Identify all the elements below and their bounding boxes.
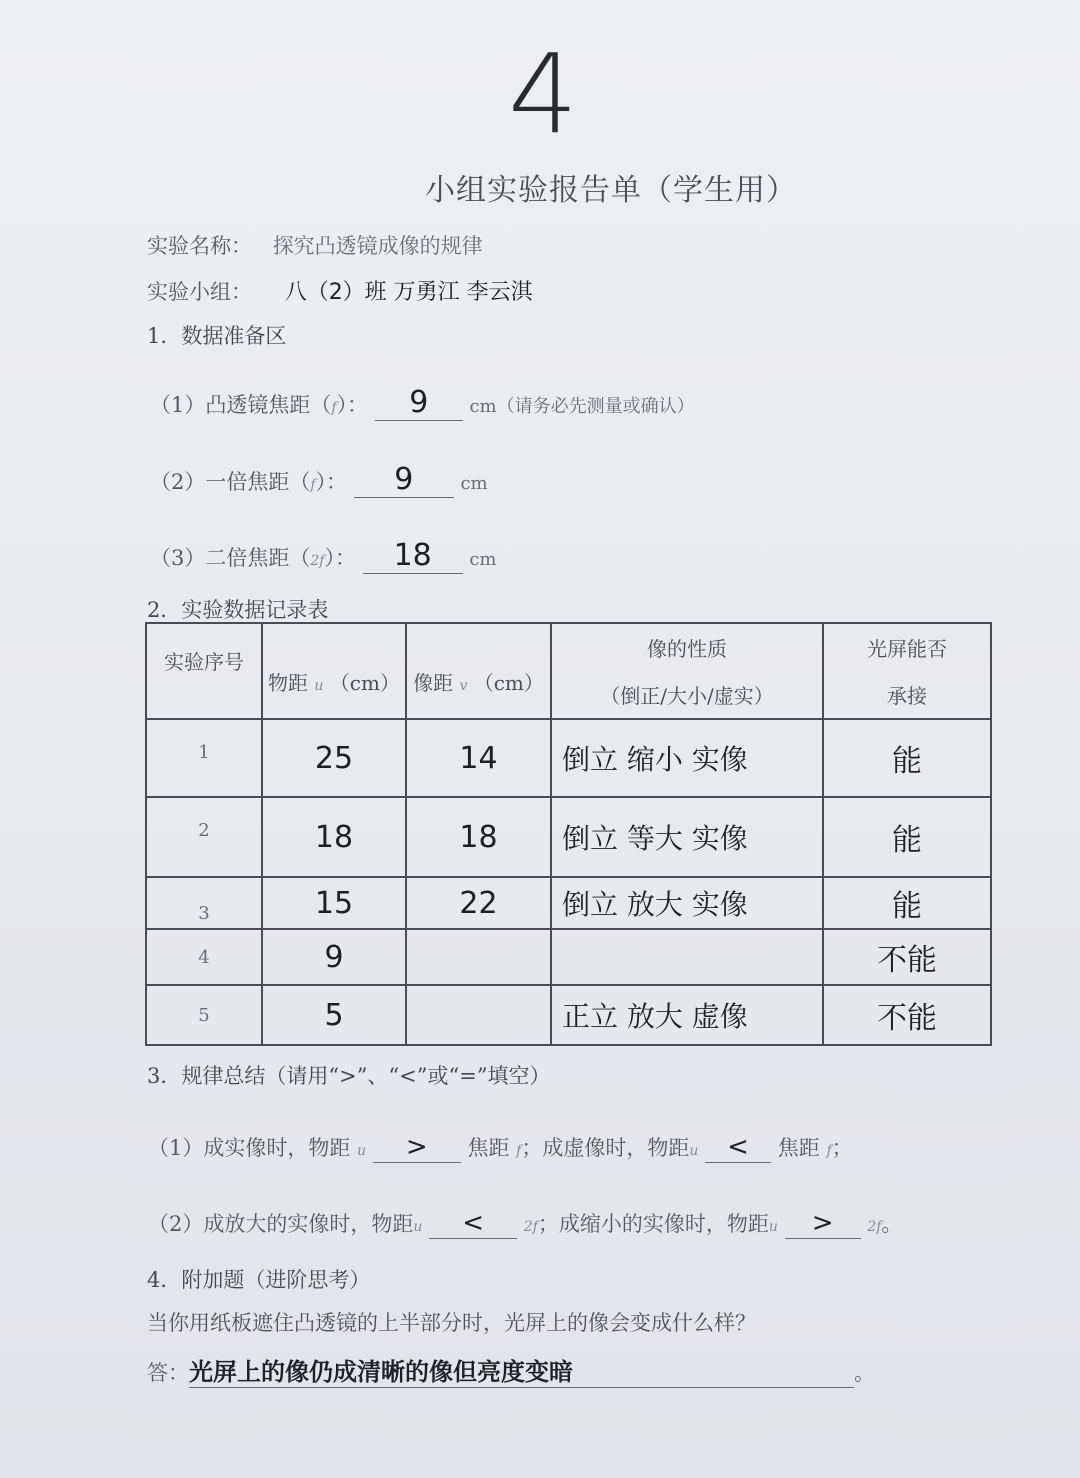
row-object-distance: 9 [262, 929, 406, 985]
focal-length-value: 9 [409, 385, 429, 420]
row-screen: 不能 [823, 929, 991, 985]
two-focal-row [150, 538, 497, 574]
row-index: 3 [146, 877, 262, 929]
rule1-text-b: 焦距 [467, 1136, 510, 1160]
focal-length-label: （1）凸透镜焦距（ [150, 393, 332, 417]
table-row [146, 929, 991, 985]
rule1-text-c: ；成虚像时，物距 [521, 1136, 690, 1160]
rule2-text-e: 。 [881, 1212, 903, 1236]
row-image-distance: 18 [406, 797, 551, 877]
rule1-text-a: （1）成实像时，物距 [148, 1136, 351, 1160]
row-index: 2 [146, 797, 262, 877]
header-screen-label: 光屏能否 [867, 637, 947, 661]
rule1-text-d: 焦距 [777, 1136, 820, 1160]
row-image-distance [406, 929, 551, 985]
rule2-blank-c [785, 1208, 861, 1239]
group-number: 4 [508, 30, 578, 158]
row-object-distance: 18 [262, 797, 406, 877]
experiment-name: 探究凸透镜成像的规律 [272, 234, 483, 258]
rule2-var-a: u [413, 1219, 423, 1235]
section1-heading: 1．数据准备区 [147, 324, 287, 348]
header-object-unit: （cm） [329, 670, 400, 695]
header-object-var: u [314, 677, 324, 694]
one-focal-label-end: ）： [315, 470, 348, 494]
rule2-text-c: ；成缩小的实像时，物距 [537, 1212, 769, 1236]
row-index: 5 [146, 985, 262, 1045]
row-image-nature: 倒立 缩小 实像 [551, 719, 823, 797]
focal-length-row [150, 385, 695, 421]
row-image-distance: 14 [406, 719, 551, 797]
two-focal-label: （3）二倍焦距（ [150, 546, 311, 570]
two-focal-unit: cm [469, 549, 497, 570]
row-object-distance: 15 [262, 877, 406, 929]
two-focal-label-end: ）： [324, 546, 356, 570]
rule1-value-c: < [727, 1132, 749, 1162]
page-title: 小组实验报告单（学生用） [425, 173, 797, 208]
rule1-blank-a [373, 1132, 461, 1163]
rule2-var-c: u [768, 1219, 778, 1235]
table-row [146, 985, 991, 1045]
two-focal-blank [363, 538, 463, 574]
row-image-distance [406, 985, 551, 1045]
row-screen: 能 [823, 797, 991, 877]
row-image-nature: 正立 放大 虚像 [551, 985, 823, 1045]
header-nature [551, 623, 823, 719]
header-object-label: 物距 [268, 670, 309, 695]
row-object-distance: 25 [262, 719, 406, 797]
two-focal-var: 2f [310, 553, 325, 569]
one-focal-row [150, 462, 488, 498]
one-focal-value: 9 [394, 462, 414, 497]
answer-label: 答： [147, 1361, 189, 1385]
focal-length-unit: cm（请务必先测量或确认） [469, 396, 695, 417]
row-screen: 能 [823, 719, 991, 797]
header-image-distance [406, 623, 551, 719]
rule1-value-a: > [405, 1132, 428, 1162]
one-focal-unit: cm [460, 473, 488, 494]
header-screen-sub: 承接 [887, 684, 927, 708]
rule1-var-d: f [826, 1143, 832, 1159]
rule2-var-d: 2f [867, 1219, 882, 1235]
experiment-name-row [147, 230, 483, 260]
section2-heading: 2．实验数据记录表 [147, 598, 329, 622]
rule2-blank-a [429, 1208, 517, 1239]
two-focal-value: 18 [393, 538, 432, 573]
row-image-nature: 倒立 放大 实像 [551, 877, 823, 929]
row-screen: 不能 [823, 985, 991, 1045]
one-focal-var: f [310, 477, 316, 493]
header-image-label: 像距 [413, 670, 454, 695]
answer-text: 光屏上的像仍成清晰的像但亮度变暗 [189, 1358, 573, 1386]
rule-line-1 [148, 1132, 853, 1163]
row-object-distance: 5 [262, 985, 406, 1045]
rule2-value-c: > [811, 1208, 834, 1238]
group-label: 实验小组： [147, 280, 252, 304]
experiment-name-label: 实验名称： [147, 234, 252, 258]
group-members: 八（2）班 万勇江 李云淇 [284, 280, 533, 305]
bonus-question: 当你用纸板遮住凸透镜的上半部分时，光屏上的像会变成什么样？ [147, 1311, 756, 1335]
row-index: 1 [146, 719, 262, 797]
focal-length-var: f [331, 400, 337, 416]
rule2-var-b: 2f [523, 1219, 538, 1235]
header-nature-sub: （倒正/大小/虚实） [600, 684, 774, 708]
focal-length-label-end: ）： [336, 393, 369, 417]
one-focal-label: （2）一倍焦距（ [150, 470, 311, 494]
header-nature-label: 像的性质 [647, 637, 727, 661]
answer-end: 。 [854, 1361, 875, 1385]
answer-line [189, 1352, 854, 1388]
rule2-text-a: （2）成放大的实像时，物距 [148, 1212, 414, 1236]
group-row [147, 275, 533, 306]
rule1-text-e: ； [831, 1136, 853, 1160]
table-header-row [146, 623, 991, 719]
row-image-distance: 22 [406, 877, 551, 929]
header-screen [823, 623, 991, 719]
row-image-nature [551, 929, 823, 985]
section4-heading: 4．附加题（进阶思考） [147, 1268, 371, 1292]
section3-heading: 3．规律总结（请用“>”、“<”或“=”填空） [147, 1064, 551, 1088]
header-index: 实验序号 [146, 623, 262, 719]
rule1-var-b: f [516, 1143, 522, 1159]
table-row [146, 719, 991, 797]
table-row [146, 877, 991, 929]
row-image-nature: 倒立 等大 实像 [551, 797, 823, 877]
rule2-value-a: < [462, 1208, 484, 1238]
rule-line-2 [148, 1208, 902, 1239]
header-image-unit: （cm） [473, 670, 544, 695]
focal-length-blank [375, 385, 463, 421]
row-screen: 能 [823, 877, 991, 929]
data-record-table [145, 622, 992, 1046]
header-object-distance [262, 623, 406, 719]
answer-row [147, 1352, 875, 1388]
header-image-var: v [459, 677, 468, 694]
table-row [146, 797, 991, 877]
row-index: 4 [146, 929, 262, 985]
one-focal-blank [354, 462, 454, 498]
rule1-var-c: u [689, 1143, 699, 1159]
rule1-var-a: u [357, 1143, 367, 1159]
rule1-blank-c [705, 1132, 771, 1163]
